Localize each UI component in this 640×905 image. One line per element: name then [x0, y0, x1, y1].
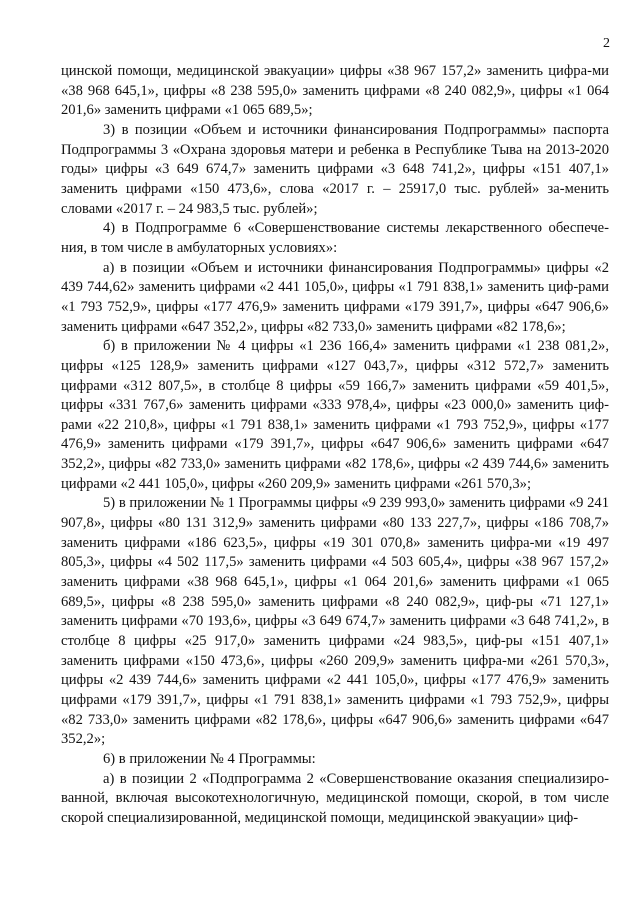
paragraph-item-4b: б) в приложении № 4 цифры «1 236 166,4» заменить цифрами «1 238 081,2», цифры «125 128,9» заменить цифрами «127 043,7», цифры «312 572,7» заменить цифрами «312 807,5», в столбце 8 цифры «59 166,7» заменить цифрами «59 401,5», цифры «331 767,6» заменить цифрами «333 978,4», цифры «23 000,0» заменить циф-рами «22 210,8», цифры «1 791 838,1» заменить цифрами «1 793 752,9», цифры «177 476,9» заменить цифрами «179 391,7», цифры «647 906,6» заменить цифрами «647 352,2», цифры «82 733,0» заменить цифрами «82 178,6», цифры «2 439 744,6» заменить цифрами «2 441 105,0», цифры «260 209,9» заменить цифрами «261 570,3»;	[61, 338, 609, 492]
paragraph-item-4a: а) в позиции «Объем и источники финансирования Подпрограммы» цифры «2 439 744,62» заменить цифрами «2 441 105,0», цифры «1 791 838,1» заменить циф-рами «1 793 752,9», цифры «177 476,9» заменить цифрами «179 391,7», цифры «647 906,6» заменить цифрами «647 352,2», цифры «82 733,0» заменить цифрами «82 178,6»;	[61, 259, 609, 335]
paragraph-item-5: 5) в приложении № 1 Программы цифры «9 239 993,0» заменить цифрами «9 241 907,8», цифры «80 131 312,9» заменить цифрами «80 133 227,7», цифры «186 708,7» заменить цифрами «186 623,5», цифры «19 301 070,8» заменить цифра-ми «19 497 805,3», цифры «4 502 117,5» заменить цифрами «4 503 605,4», цифры «38 967 157,2» заменить цифрами «38 968 645,1», цифры «1 064 201,6» заменить цифрами «1 065 689,5», цифры «8 238 595,0» заменить цифрами «8 240 082,9», циф-ры «71 127,1» заменить цифрами «70 193,6», цифры «3 649 674,7» заменить цифрами «3 648 741,2», в столбце 8 цифры «25 917,0» заменить цифрами «24 983,5», циф-ры «151 407,1» заменить цифрами «150 473,6», цифры «260 209,9» заменить цифра-ми «261 570,3», цифры «2 439 744,6» заменить цифрами «2 441 105,0», цифры «177 476,9» заменить цифрами «179 391,7», цифры «1 791 838,1» заменить цифрами «1 793 752,9», цифры «82 733,0» заменить цифрами «82 178,6», цифры «647 906,6» заменить цифрами «647 352,2»;	[61, 495, 609, 748]
paragraph-continuation: цинской помощи, медицинской эвакуации» цифры «38 967 157,2» заменить цифра-ми «38 968 645,1», цифры «8 238 595,0» заменить цифрами «8 240 082,9», цифры «1 064 201,6» заменить цифрами «1 065 689,5»;	[61, 63, 609, 119]
page-number: 2	[603, 36, 610, 51]
paragraph-item-6: 6) в приложении № 4 Программы:	[103, 750, 316, 767]
paragraph-item-4: 4) в Подпрограмме 6 «Совершенствование системы лекарственного обеспече-ния, в том числе в амбулаторных условиях»:	[61, 220, 609, 256]
paragraph-item-3: 3) в позиции «Объем и источники финансирования Подпрограммы» паспорта Подпрограммы 3 «Охрана здоровья матери и ребенка в Республике Тыва на 2013-2020 годы» цифры «3 649 674,7» заменить цифрами «3 648 741,2», цифры «151 407,1» заменить цифрами «150 473,6», слова «2017 г. – 25917,0 тыс. рублей» за-менить словами «2017 г. – 24 983,5 тыс. рублей»;	[61, 121, 609, 217]
paragraph-item-6a: а) в позиции 2 «Подпрограмма 2 «Совершенствование оказания специализиро-ванной, включая высокотехнологичную, медицинской помощи, скорой, в том числе скорой специализированной, медицинской помощи, медицинской эвакуации» циф-	[61, 770, 609, 826]
document-body	[61, 62, 609, 829]
